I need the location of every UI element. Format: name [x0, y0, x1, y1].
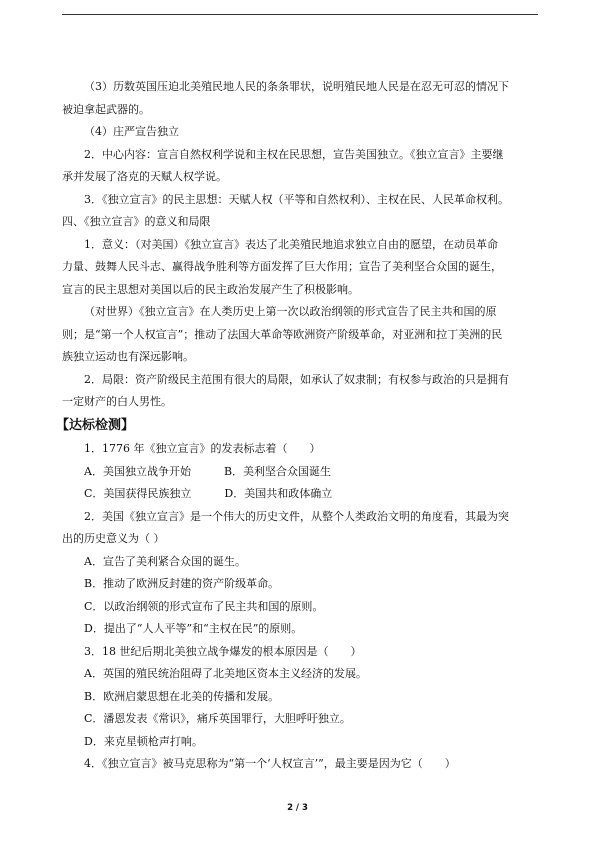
paragraph-line: 3．《独立宣言》的民主思想：天赋人权（平等和自然权利）、主权在民、人民革命权利。	[84, 192, 509, 206]
section-heading: 【达标检测】	[56, 417, 135, 433]
paragraph-line: 则；是“第一个人权宣言”；推动了法国大革命等欧洲资产阶级革命，对亚洲和拉丁美洲的民	[62, 327, 503, 341]
paragraph-line: （3）历数英国压迫北美殖民地人民的条条罪状，说明殖民地人民是在忍无可忍的情况下	[84, 80, 509, 93]
paragraph-line: 被迫拿起武器的。	[62, 102, 150, 116]
question-option: D．来克星顿枪声打响。	[84, 734, 203, 748]
paragraph-line: 承并发展了洛克的天赋人权学说。	[62, 170, 227, 183]
page-body	[56, 76, 542, 776]
question-option: C．美国获得民族独立 D．美国共和政体确立	[84, 487, 333, 500]
question-stem: 2．美国《独立宣言》是一个伟大的历史文件，从整个人类政治文明的角度看，其最为突	[84, 509, 509, 523]
question-stem: 3．18 世纪后期北美独立战争爆发的根本原因是（ ）	[84, 644, 362, 658]
question-option: C．以政治纲领的形式宣布了民主共和国的原则。	[84, 599, 324, 613]
question-option: B．欧洲启蒙思想在北美的传播和发展。	[84, 689, 280, 703]
question-option: A．宣告了美利紧合众国的诞生。	[84, 554, 246, 568]
question-stem: 1．1776 年《独立宣言》的发表标志着（ ）	[84, 442, 321, 455]
question-option: B．推动了欧洲反封建的资产阶级革命。	[84, 577, 280, 590]
question-option: C．潘恩发表《常识》，痛斥英国罪行，大胆呼吁独立。	[84, 712, 351, 725]
page-number: 2 / 3	[287, 803, 308, 813]
paragraph-line: 族独立运动也有深远影响。	[62, 350, 194, 363]
paragraph-line: （4）庄严宣告独立	[84, 125, 179, 138]
paragraph-line: （对世界）《独立宣言》在人类历史上第一次以政治纲领的形式宣告了民主共和国的原	[84, 305, 497, 318]
section-title: 四、《独立宣言》的意义和局限	[62, 215, 211, 228]
paragraph-line: 宣言的民主思想对美国以后的民主政治发展产生了积极影响。	[62, 282, 359, 296]
question-stem: 出的历史意义为（ ）	[62, 532, 165, 545]
paragraph-line: 2．局限：资产阶级民主范围有很大的局限，如承认了奴隶制；有权参与政治的只是拥有	[84, 372, 509, 386]
question-option: A．英国的殖民统治阻碍了北美地区资本主义经济的发展。	[84, 667, 367, 680]
paragraph-line: 1．意义：（对美国）《独立宣言》表达了北美殖民地追求独立自由的愿望，在动员革命	[84, 237, 498, 251]
header-rule	[62, 14, 538, 15]
paragraph-line: 一定财产的白人男性。	[62, 395, 172, 408]
paragraph-line: 力量、鼓舞人民斗志、赢得战争胜利等方面发挥了巨大作用；宣告了美利坚合众国的诞生，	[62, 260, 502, 273]
question-stem: 4．《独立宣言》被马克思称为“第一个‘人权宣言’”，最主要是因为它（ ）	[84, 757, 456, 770]
paragraph-line: 2．中心内容：宣言自然权利学说和主权在民思想，宣告美国独立。《独立宣言》主要继	[84, 147, 504, 161]
question-option: A．美国独立战争开始 B．美利坚合众国诞生	[84, 464, 332, 478]
question-option: D．提出了“人人平等”和“主权在民”的原则。	[84, 622, 303, 635]
